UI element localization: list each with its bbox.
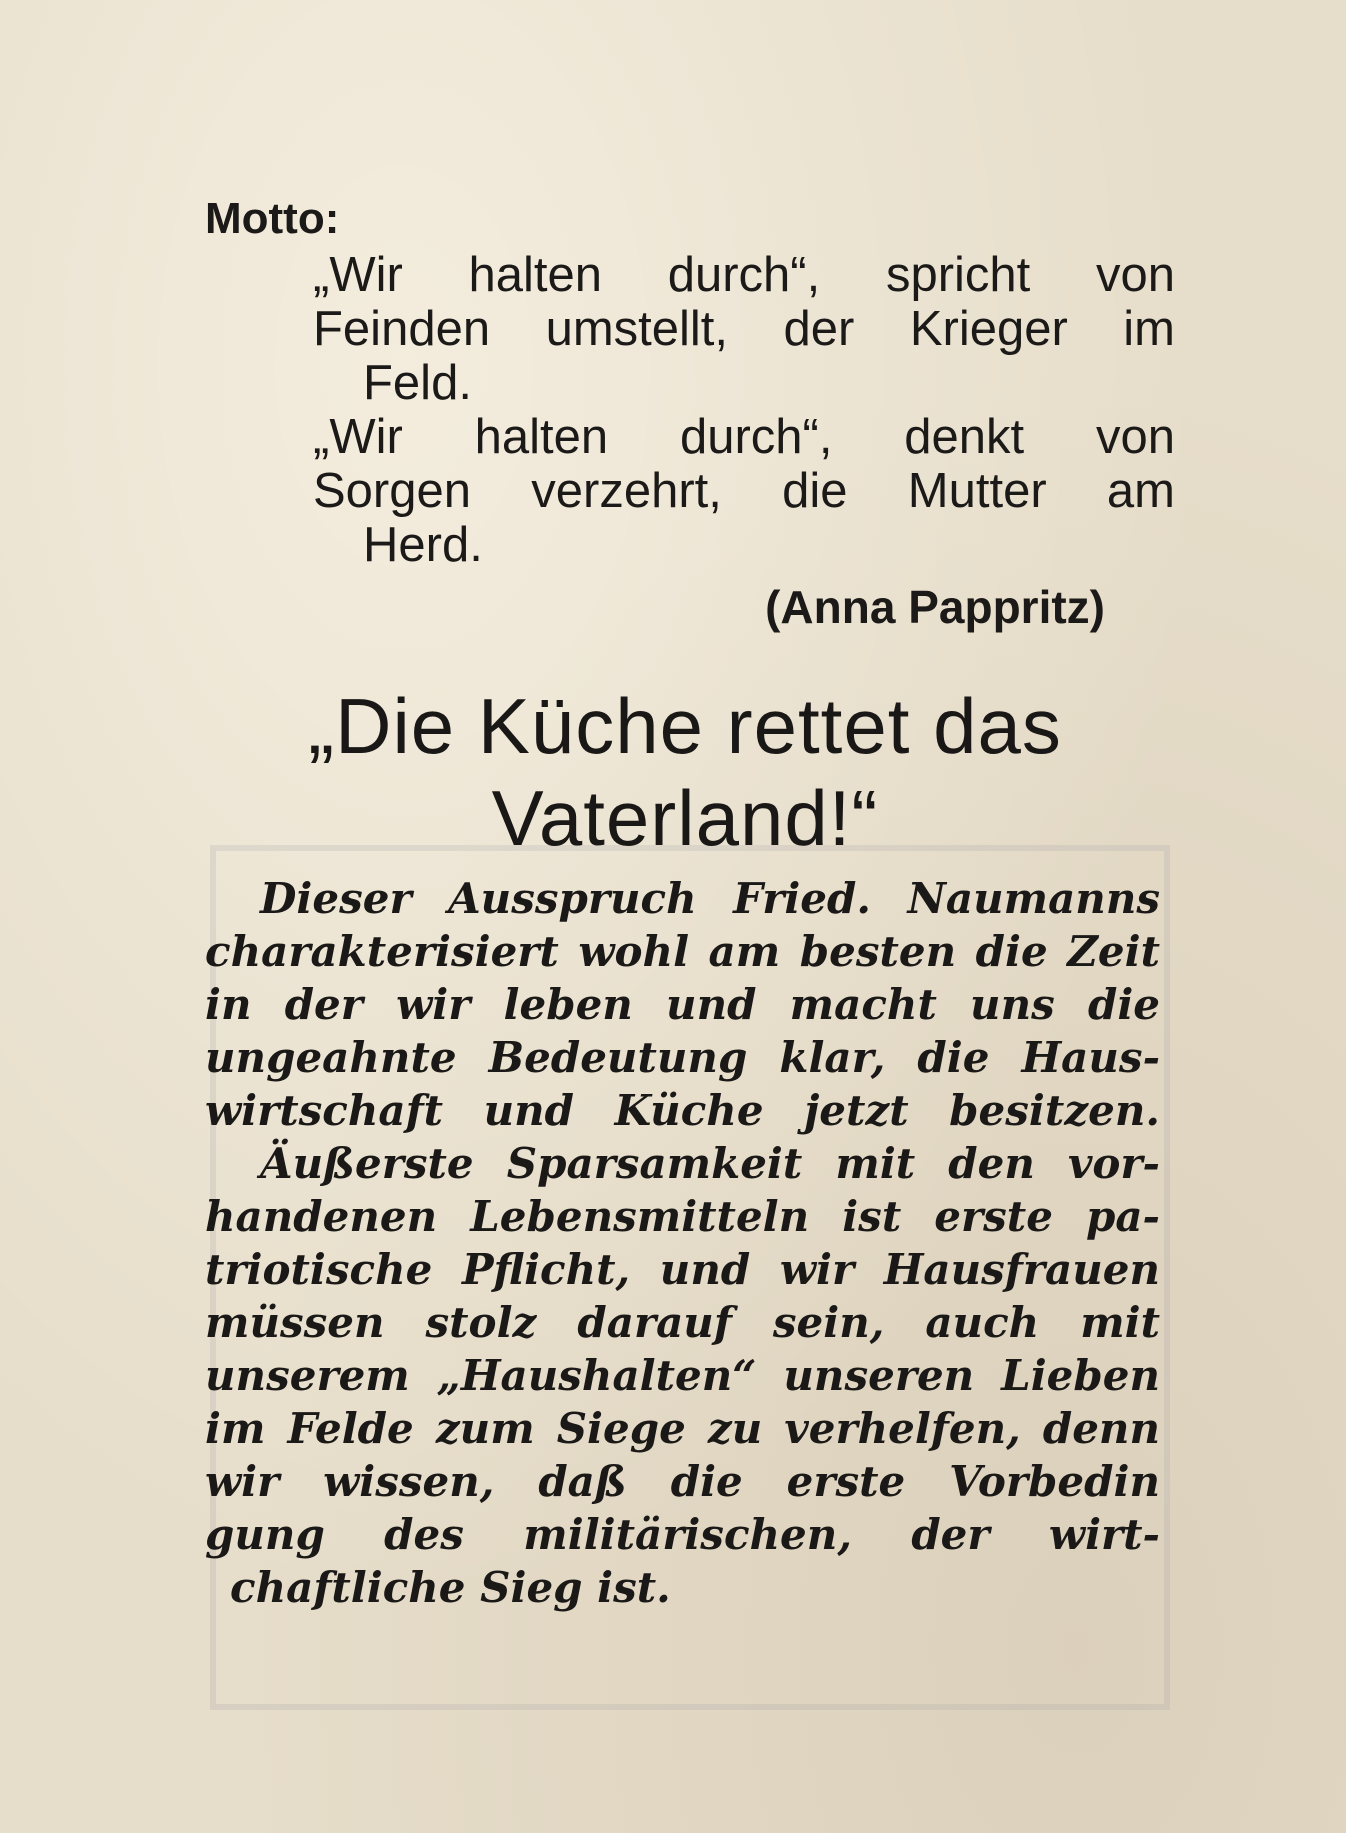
verse-line: Sorgen verzehrt, die Mutter am: [313, 464, 1175, 518]
motto-author: (Anna Pappritz): [765, 581, 1105, 633]
body-line: triotische Pflicht, und wir Hausfrauen: [205, 1245, 1160, 1294]
verse-line: „Wir halten durch“, denkt von: [313, 410, 1175, 464]
motto-label: Motto:: [205, 194, 340, 243]
body-line: wir wissen, daß die erste Vorbedin: [205, 1457, 1160, 1506]
verse-line: Herd.: [363, 518, 483, 572]
body-line: wirtschaft und Küche jetzt besitzen.: [205, 1086, 1160, 1135]
headline-line-2: Vaterland!“: [491, 774, 879, 862]
motto-verse-2: [205, 410, 1175, 572]
body-line: müssen stolz darauf sein, auch mit: [205, 1298, 1160, 1347]
verse-line: Feld.: [363, 356, 472, 410]
body-line: in der wir leben und macht uns die: [205, 980, 1160, 1029]
body-line: unserem „Haushalten“ unseren Lieben: [205, 1351, 1160, 1400]
body-line: chaftliche Sieg ist.: [230, 1563, 671, 1612]
body-line: Äußerste Sparsamkeit mit den vor-: [260, 1139, 1160, 1188]
verse-line: „Wir halten durch“, spricht von: [313, 248, 1175, 302]
body-line: charakterisiert wohl am besten die Zeit: [205, 927, 1160, 976]
body-line: im Felde zum Siege zu verhelfen, denn: [205, 1404, 1160, 1453]
motto-block: [205, 192, 1175, 634]
motto-verse-1: [205, 248, 1175, 410]
verse-line: Feinden umstellt, der Krieger im: [313, 302, 1175, 356]
headline: [205, 680, 1165, 864]
body-line: handenen Lebensmitteln ist erste pa-: [205, 1192, 1160, 1241]
body-paragraph: [205, 872, 1160, 1614]
body-line: Dieser Ausspruch Fried. Naumanns: [260, 874, 1160, 923]
body-line: gung des militärischen, der wirt-: [205, 1510, 1160, 1559]
headline-line-1: „Die Küche rettet das: [308, 682, 1062, 770]
body-line: ungeahnte Bedeutung klar, die Haus-: [205, 1033, 1160, 1082]
